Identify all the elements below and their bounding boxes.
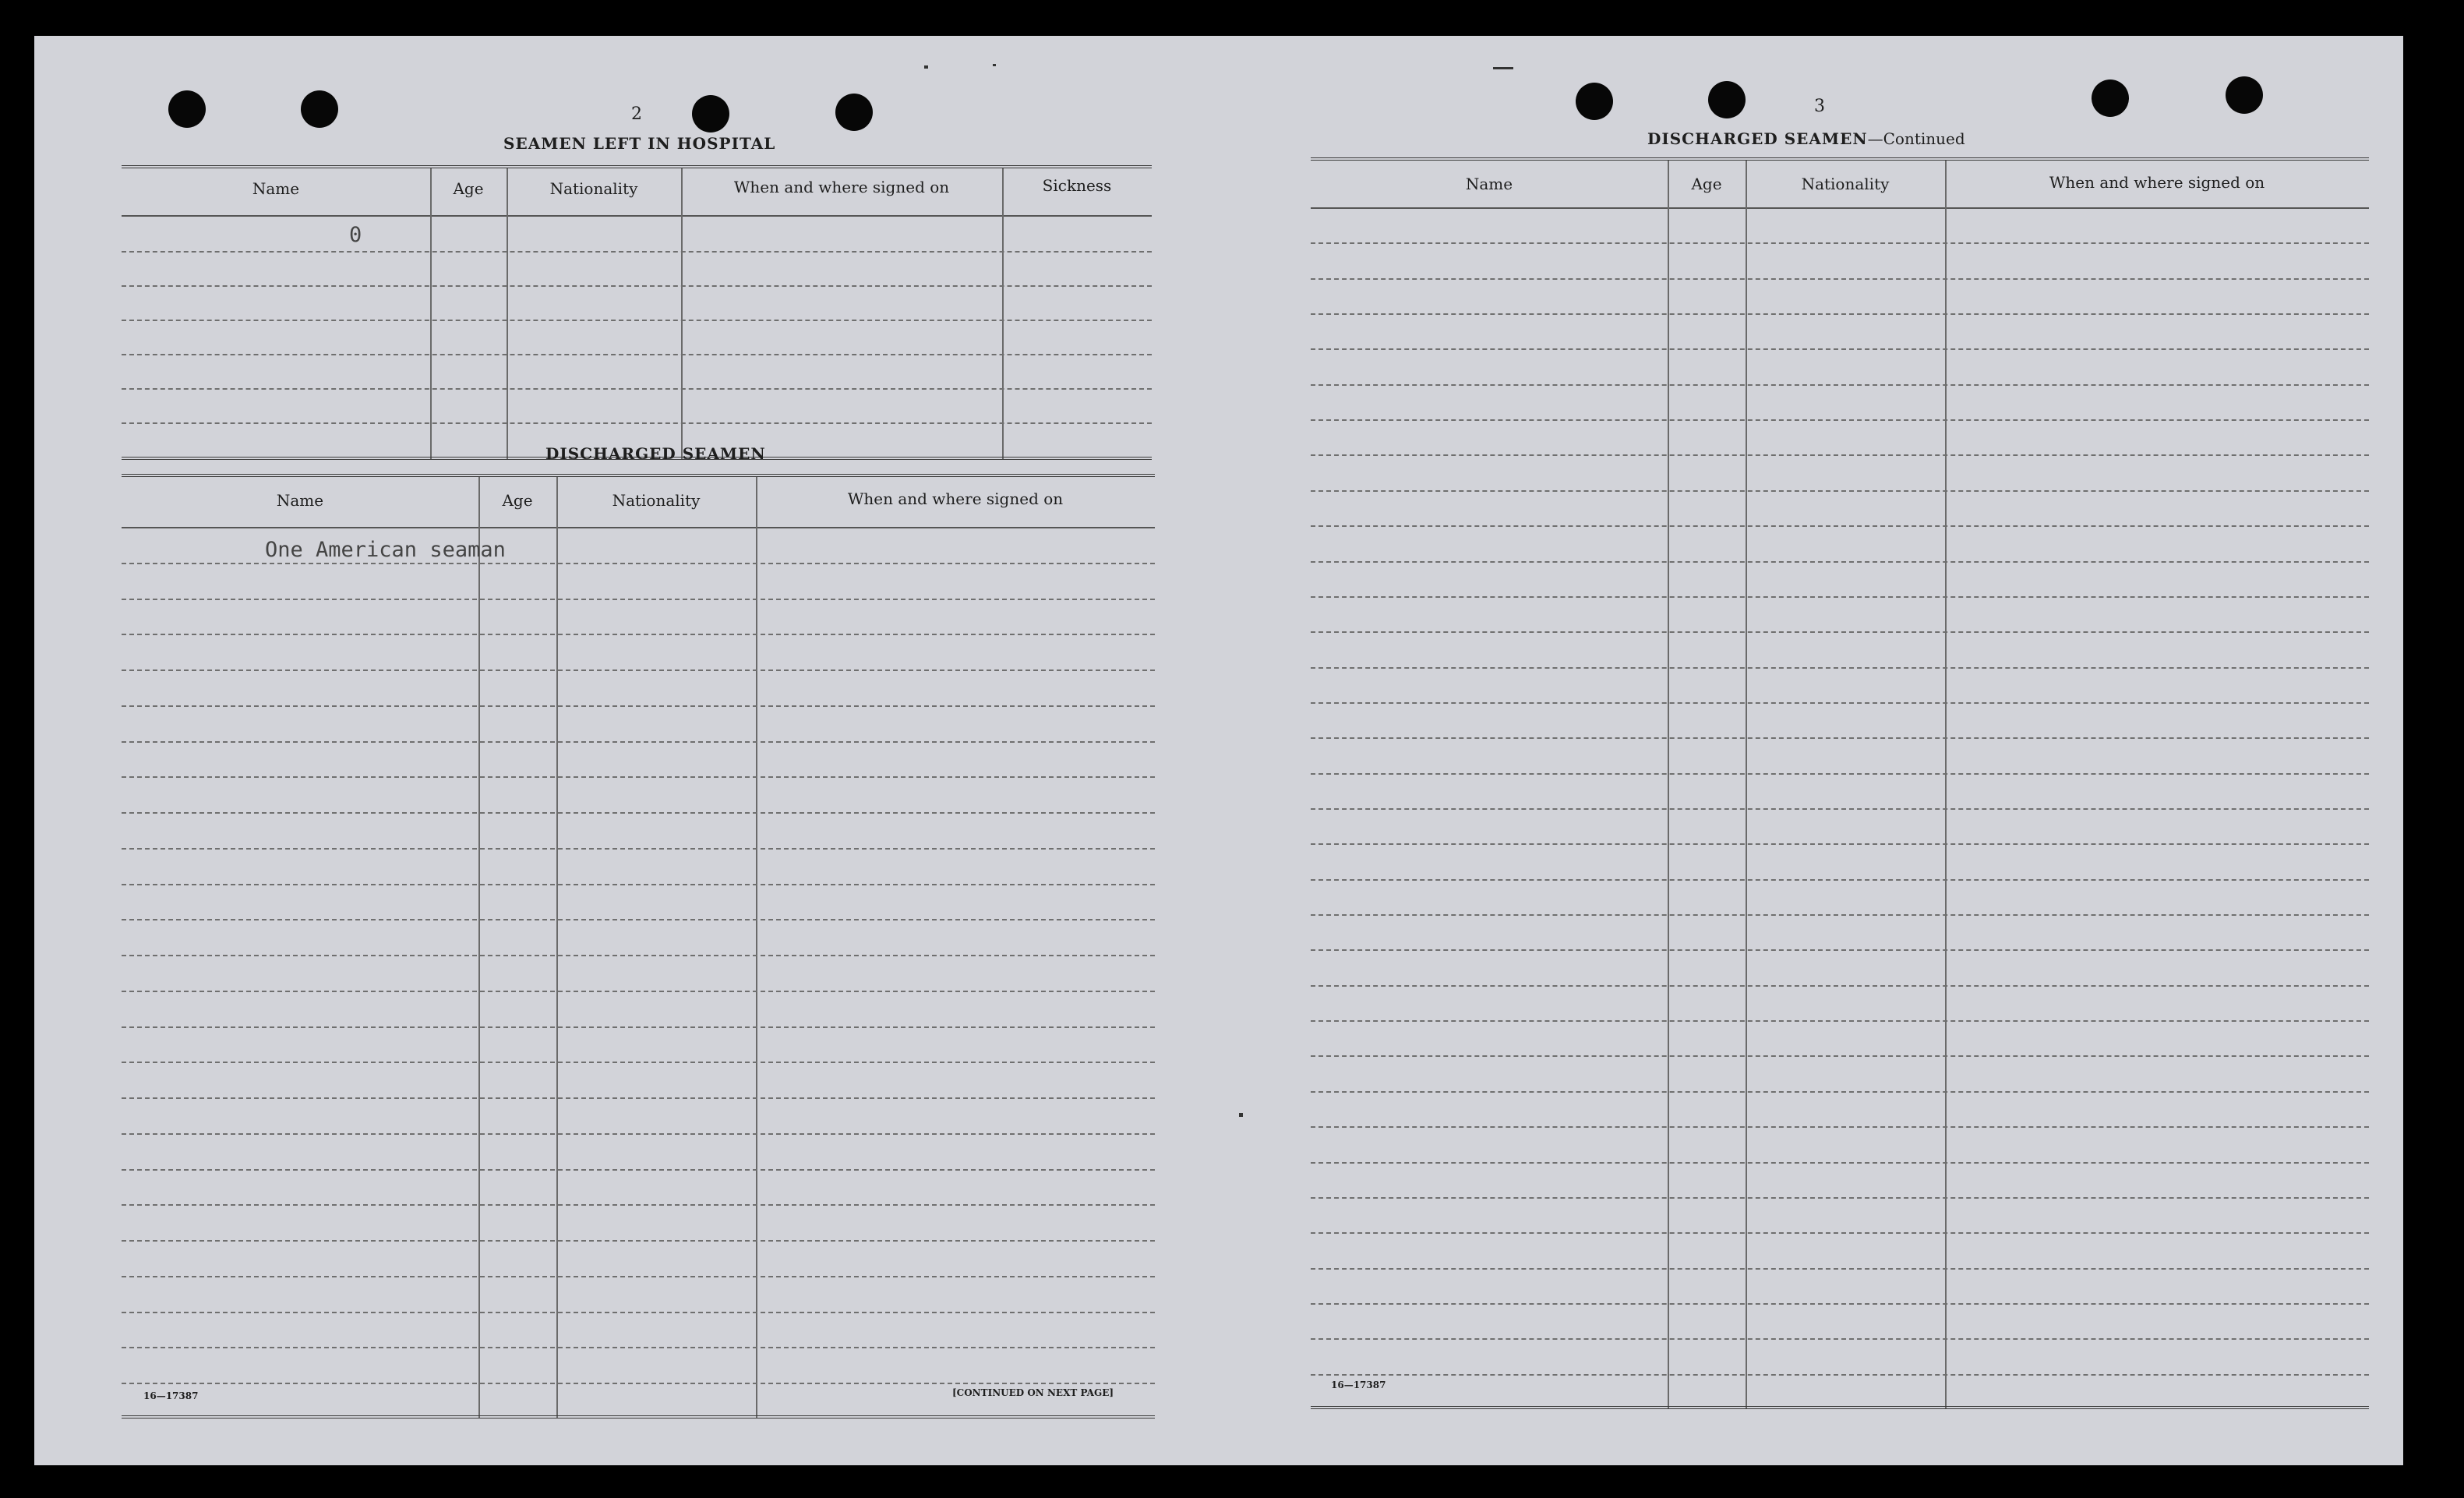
- row-rule: [1311, 313, 2369, 315]
- row-rule: [1311, 1268, 2369, 1270]
- row-rule: [1311, 348, 2369, 350]
- row-rule: [1311, 773, 2369, 775]
- row-rule: [1311, 1126, 2369, 1128]
- column-divider: [1002, 168, 1004, 460]
- col-header-nationality: Nationality: [612, 491, 701, 510]
- discharged-entry-name: One American seaman: [265, 538, 506, 562]
- row-rule: [122, 955, 1155, 956]
- column-divider: [507, 168, 508, 460]
- row-rule: [1311, 384, 2369, 386]
- col-header-when-where: When and where signed on: [2049, 173, 2265, 192]
- row-rule: [1311, 949, 2369, 951]
- row-rule: [122, 1062, 1155, 1063]
- row-rule: [1311, 879, 2369, 881]
- row-rule: [122, 1169, 1155, 1171]
- row-rule: [122, 320, 1152, 321]
- form-number-right: 16—17387: [1331, 1380, 1386, 1390]
- row-rule: [122, 1204, 1155, 1206]
- row-rule: [1311, 242, 2369, 244]
- row-rule: [122, 1026, 1155, 1028]
- row-rule: [122, 422, 1152, 424]
- row-rule: [1311, 737, 2369, 739]
- row-rule: [122, 251, 1152, 253]
- discharged-table-left: [122, 474, 1155, 1419]
- col-header-age: Age: [1691, 175, 1722, 193]
- hospital-entry-name: 0: [349, 223, 362, 247]
- row-rule: [1311, 667, 2369, 669]
- row-rule: [122, 848, 1155, 850]
- discharged-section-title: DISCHARGED SEAMEN: [545, 444, 766, 463]
- row-rule: [1311, 914, 2369, 916]
- row-rule: [122, 670, 1155, 671]
- row-rule: [1311, 1091, 2369, 1093]
- hospital-table: [122, 165, 1152, 463]
- row-rule: [1311, 596, 2369, 598]
- row-rule: [122, 1347, 1155, 1348]
- discharged-continued-title-suffix: —Continued: [1867, 129, 1965, 148]
- row-rule: [122, 884, 1155, 885]
- col-header-name: Name: [1465, 175, 1513, 193]
- punch-hole: [1576, 83, 1613, 120]
- discharged-table-right: [1311, 157, 2369, 1409]
- punch-hole: [2226, 76, 2263, 114]
- col-header-nationality: Nationality: [549, 179, 638, 198]
- row-rule: [1311, 490, 2369, 492]
- row-rule: [122, 812, 1155, 814]
- row-rule: [1311, 1232, 2369, 1234]
- row-rule: [122, 1240, 1155, 1242]
- row-rule: [1311, 1338, 2369, 1340]
- row-rule: [1311, 1303, 2369, 1305]
- discharged-table-header: [122, 477, 1155, 528]
- row-rule: [1311, 525, 2369, 527]
- row-rule: [1311, 1055, 2369, 1057]
- page-number-right: 3: [1814, 97, 1825, 116]
- speck-mark: [924, 65, 928, 69]
- row-rule: [122, 563, 1155, 564]
- col-header-when-where: When and where signed on: [733, 178, 950, 196]
- column-divider: [430, 168, 432, 460]
- row-rule: [1311, 843, 2369, 845]
- discharged-continued-title: [1647, 129, 1965, 148]
- speck-mark: [1493, 67, 1513, 69]
- row-rule: [122, 776, 1155, 778]
- row-rule: [122, 919, 1155, 920]
- row-rule: [1311, 1162, 2369, 1164]
- row-rule: [122, 388, 1152, 390]
- col-header-age: Age: [453, 179, 484, 198]
- col-header-sickness: Sickness: [1042, 176, 1112, 195]
- form-number-left: 16—17387: [143, 1390, 199, 1401]
- row-rule: [1311, 702, 2369, 704]
- row-rule: [1311, 454, 2369, 456]
- row-rule: [122, 1097, 1155, 1099]
- row-rule: [1311, 985, 2369, 987]
- form-sheet: [34, 36, 2403, 1465]
- punch-hole: [1708, 81, 1746, 118]
- table-bottom-rule: [1311, 1406, 2369, 1409]
- col-header-nationality: Nationality: [1801, 175, 1890, 193]
- row-rule: [122, 354, 1152, 355]
- col-header-name: Name: [276, 491, 324, 510]
- table-bottom-rule: [122, 1415, 1155, 1419]
- row-rule: [1311, 419, 2369, 421]
- continued-note: [CONTINUED ON NEXT PAGE]: [952, 1387, 1114, 1398]
- row-rule: [122, 1133, 1155, 1135]
- row-rule: [1311, 1374, 2369, 1376]
- row-rule: [1311, 631, 2369, 633]
- row-rule: [122, 741, 1155, 743]
- row-rule: [1311, 1020, 2369, 1022]
- row-rule: [122, 1276, 1155, 1277]
- col-header-when-where: When and where signed on: [847, 489, 1064, 508]
- punch-hole: [2092, 79, 2129, 117]
- row-rule: [122, 1312, 1155, 1313]
- punch-hole: [835, 94, 873, 131]
- page-number-left: 2: [631, 104, 642, 124]
- punch-hole: [301, 90, 338, 128]
- row-rule: [122, 285, 1152, 287]
- row-rule: [122, 705, 1155, 707]
- speck-mark: [993, 64, 996, 66]
- speck-mark: [1239, 1113, 1243, 1117]
- hospital-table-header: [122, 168, 1152, 217]
- row-rule: [122, 634, 1155, 635]
- row-rule: [122, 599, 1155, 600]
- row-rule: [1311, 278, 2369, 280]
- row-rule: [1311, 561, 2369, 563]
- hospital-section-title: SEAMEN LEFT IN HOSPITAL: [503, 134, 776, 153]
- row-rule: [122, 991, 1155, 992]
- discharged-continued-title-main: DISCHARGED SEAMEN: [1647, 129, 1868, 148]
- col-header-name: Name: [252, 179, 300, 198]
- row-rule: [1311, 808, 2369, 810]
- row-rule: [1311, 1197, 2369, 1199]
- col-header-age: Age: [502, 491, 533, 510]
- punch-hole: [692, 95, 729, 132]
- discharged-continued-header: [1311, 161, 2369, 209]
- column-divider: [681, 168, 683, 460]
- punch-hole: [168, 90, 206, 128]
- row-rule: [122, 1383, 1155, 1384]
